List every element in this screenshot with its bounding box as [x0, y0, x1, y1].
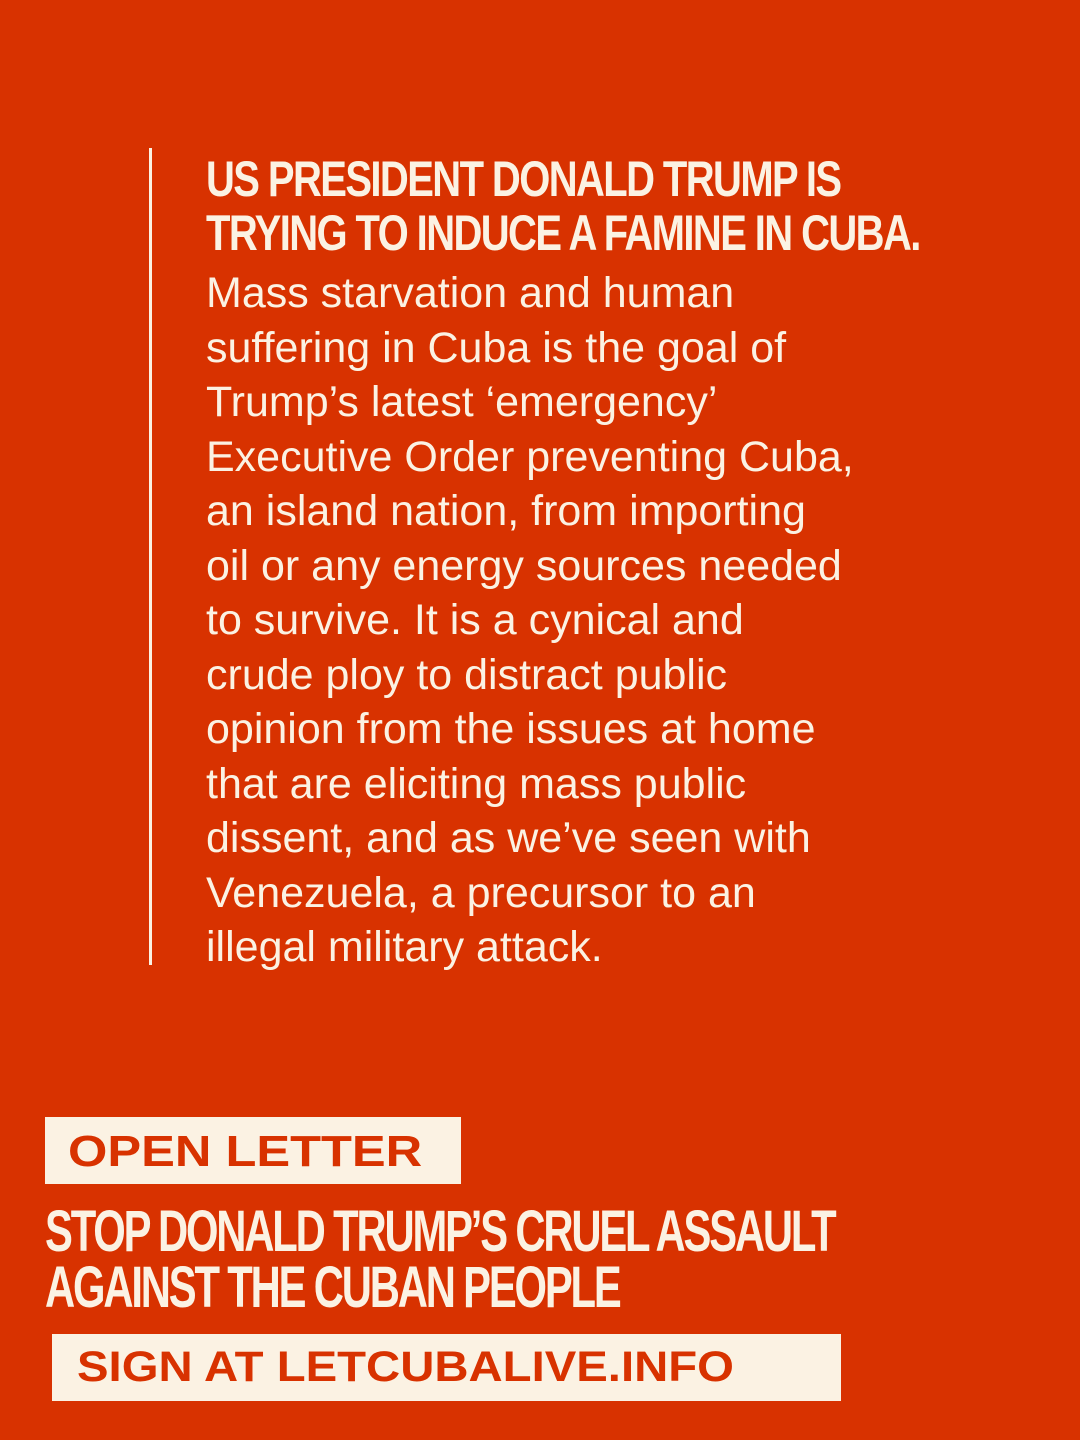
body-line: to survive. It is a cynical and [206, 596, 744, 644]
cta-title [45, 1199, 835, 1320]
body-line: an island nation, from importing [206, 487, 806, 535]
open-letter-label: OPEN LETTER [68, 1127, 423, 1176]
body-line: Trump’s latest ‘emergency’ [206, 378, 718, 426]
body-line: Mass starvation and human [206, 269, 735, 317]
body-line: Venezuela, a precursor to an [206, 868, 756, 917]
headline-line: TRYING TO INDUCE A FAMINE IN CUBA. [206, 205, 920, 261]
body-line: that are eliciting mass public [206, 759, 747, 808]
body-line: Executive Order preventing Cuba, [206, 432, 854, 481]
headline [206, 151, 920, 261]
body-line: opinion from the issues at home [206, 705, 816, 753]
sign-url-label: SIGN AT LETCUBALIVE.INFO [77, 1343, 734, 1391]
body-line: crude ploy to distract public [206, 650, 728, 699]
body-line: illegal military attack. [206, 923, 603, 971]
cta-title-line: STOP DONALD TRUMP’S CRUEL ASSAULT [45, 1199, 835, 1264]
headline-line: US PRESIDENT DONALD TRUMP IS [206, 151, 841, 207]
body-line: suffering in Cuba is the goal of [206, 323, 787, 372]
cta-title-line: AGAINST THE CUBAN PEOPLE [45, 1255, 620, 1320]
body-paragraph [206, 266, 966, 975]
body-line: oil or any energy sources needed [206, 541, 842, 590]
body-line: dissent, and as we’ve seen with [206, 814, 811, 862]
